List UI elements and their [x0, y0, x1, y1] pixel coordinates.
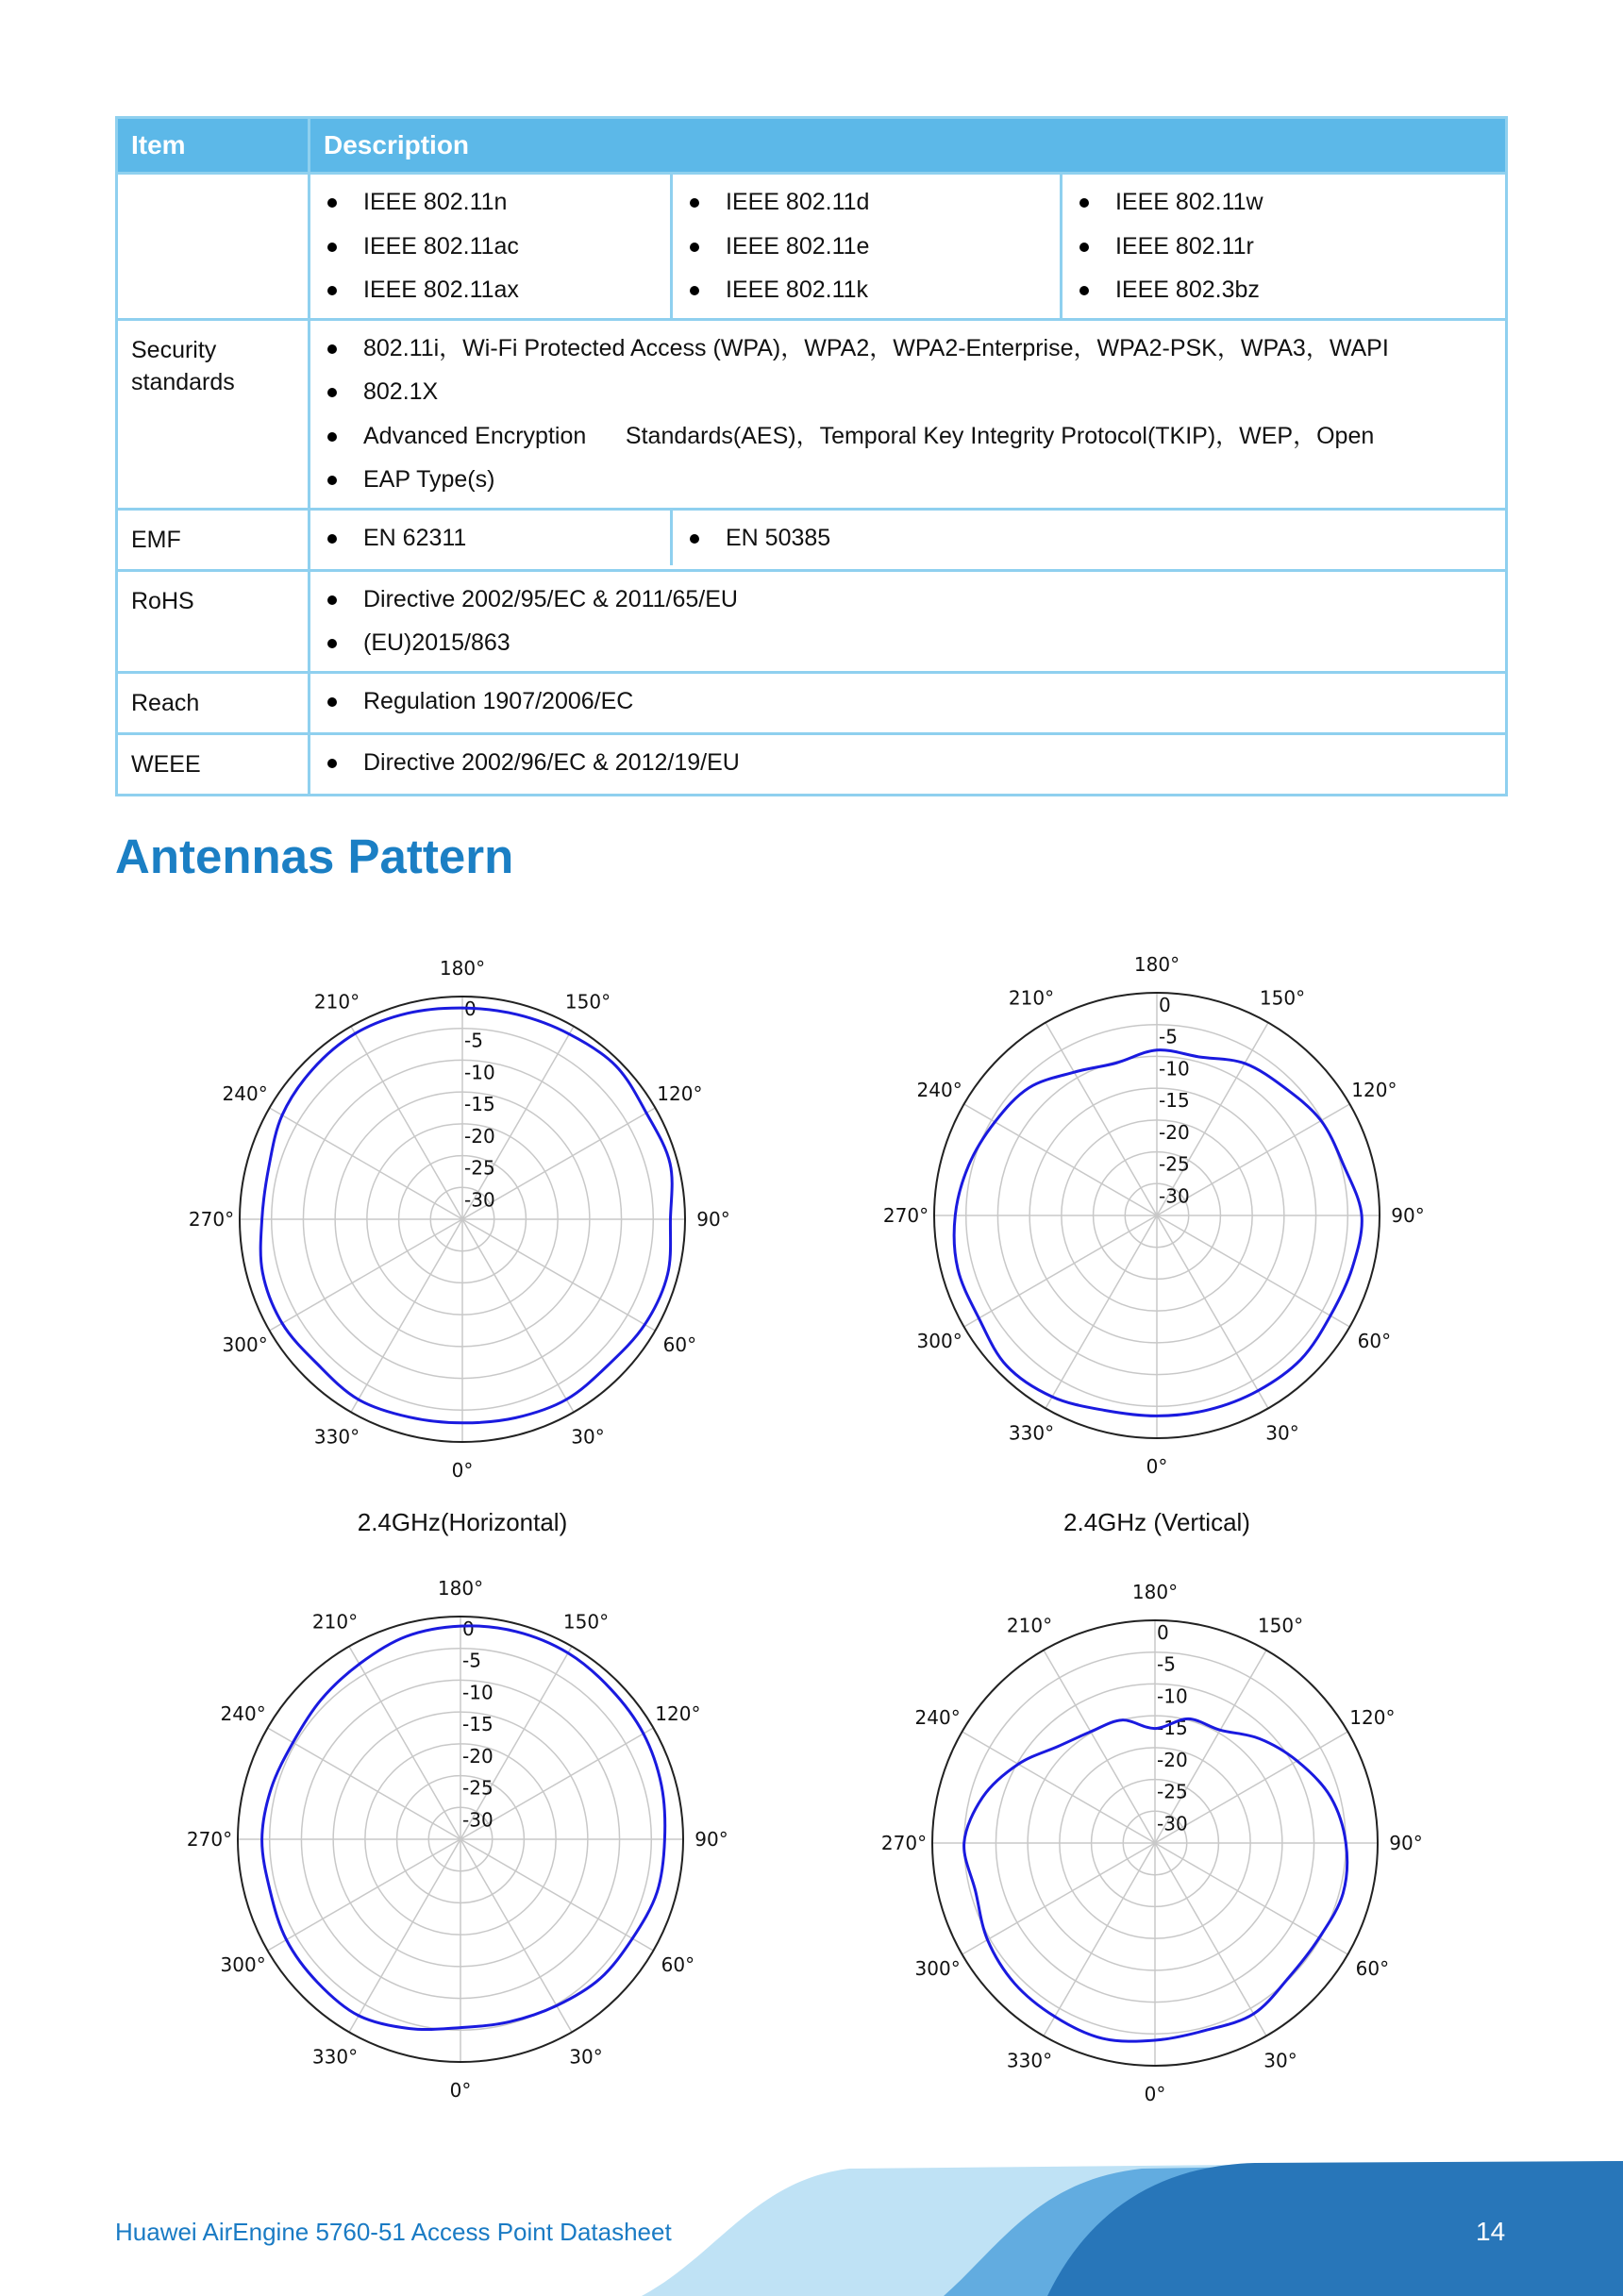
radial-tick-label: -20: [1157, 1748, 1188, 1771]
theta-tick-label: 60°: [1357, 1330, 1392, 1352]
theta-tick-label: 330°: [1008, 1421, 1055, 1445]
theta-tick-label: 90°: [1389, 1832, 1423, 1854]
radial-tick-label: 0: [462, 1617, 475, 1640]
grid-spoke: [964, 1215, 1157, 1327]
radial-tick-label: -15: [462, 1713, 494, 1736]
footer-title: Huawei AirEngine 5760-51 Access Point Datasheet: [115, 2218, 672, 2246]
table-row: [117, 509, 1507, 570]
radial-tick-label: -10: [464, 1061, 495, 1084]
table-row: [117, 733, 1507, 795]
radial-tick-label: -25: [1159, 1152, 1190, 1176]
table-row: [117, 672, 1507, 733]
theta-tick-label: 30°: [1263, 2049, 1297, 2072]
list-item: IEEE 802.11e: [686, 225, 1046, 269]
radial-tick-label: -25: [462, 1776, 494, 1800]
section-title: Antennas Pattern: [115, 830, 514, 883]
list-item: IEEE 802.11w: [1076, 180, 1492, 225]
list-item: IEEE 802.11r: [1076, 225, 1492, 269]
theta-tick-label: 0°: [451, 1459, 474, 1482]
item-standards: [117, 174, 310, 320]
polar-chart-horizontal: [179, 934, 745, 1500]
list-item: Advanced Encryption Standards(AES)，Temporal Key Integrity Protocol(TKIP)，WEP，Open: [324, 414, 1492, 459]
grid-spoke: [351, 1219, 462, 1412]
grid-spoke: [268, 1728, 460, 1839]
table-row: [117, 319, 1507, 509]
polar-grid: [934, 993, 1380, 1438]
item-weee: WEEE: [117, 733, 310, 795]
radial-tick-label: -20: [464, 1124, 495, 1148]
polar-chart-svg: [872, 1558, 1438, 2124]
radial-tick-label: -20: [1159, 1120, 1190, 1144]
theta-tick-label: 270°: [188, 1208, 235, 1231]
theta-tick-label: 60°: [662, 1333, 697, 1356]
theta-tick-label: 300°: [222, 1333, 268, 1356]
theta-tick-label: 120°: [1351, 1079, 1397, 1101]
grid-spoke: [1157, 1215, 1349, 1327]
radial-tick-label: -30: [462, 1808, 494, 1832]
theta-tick-label: 30°: [571, 1425, 605, 1449]
theta-tick-label: 150°: [1257, 1614, 1304, 1637]
theta-tick-label: 270°: [186, 1828, 233, 1851]
polar-chart-5g-vertical: [872, 1558, 1438, 2124]
radial-tick-label: -25: [464, 1156, 495, 1180]
radial-tick-label: -15: [1157, 1717, 1188, 1740]
radial-tick-label: 0: [1159, 994, 1171, 1016]
list-item: IEEE 802.11ax: [324, 268, 657, 312]
theta-tick-label: 120°: [1349, 1706, 1396, 1729]
list-item: 802.11i，Wi-Fi Protected Access (WPA)，WPA2，WPA2-Enterprise，WPA2-PSK，WPA3，WAPI: [324, 327, 1492, 371]
polar-chart-svg: [874, 930, 1440, 1497]
theta-tick-label: 240°: [220, 1702, 266, 1725]
grid-spoke: [349, 1839, 460, 2032]
grid-spoke: [270, 1219, 462, 1331]
list-item: Directive 2002/96/EC & 2012/19/EU: [324, 741, 1492, 785]
theta-tick-label: 330°: [311, 2045, 359, 2069]
theta-tick-label: 0°: [1144, 2083, 1166, 2105]
list-item: IEEE 802.11ac: [324, 225, 657, 269]
polar-grid: [240, 997, 685, 1442]
item-reach: Reach: [117, 672, 310, 733]
theta-tick-label: 210°: [1008, 986, 1055, 1010]
theta-tick-label: 300°: [220, 1953, 266, 1976]
theta-tick-label: 270°: [880, 1832, 928, 1854]
item-rohs: RoHS: [117, 570, 310, 672]
grid-spoke: [460, 1839, 572, 2032]
theta-tick-label: 60°: [1355, 1957, 1390, 1980]
theta-tick-label: 30°: [1265, 1421, 1299, 1445]
theta-tick-label: 180°: [439, 957, 486, 980]
radial-tick-label: -30: [1159, 1184, 1190, 1208]
theta-tick-label: 150°: [562, 1610, 610, 1634]
polar-chart-5g-horizontal: [177, 1554, 744, 2120]
grid-spoke: [351, 1027, 462, 1219]
radial-tick-label: -5: [1159, 1025, 1178, 1048]
grid-spoke: [1046, 1023, 1157, 1215]
table-row: [117, 174, 1507, 320]
theta-tick-label: 0°: [449, 2079, 472, 2102]
grid-spoke: [1046, 1215, 1157, 1408]
header-item: Item: [117, 118, 310, 174]
chart-caption: 2.4GHz(Horizontal): [357, 1508, 568, 1536]
table-header-row: [117, 118, 1507, 174]
theta-tick-label: 330°: [313, 1425, 360, 1449]
radial-tick-label: -5: [464, 1029, 483, 1052]
radial-tick-label: -5: [462, 1649, 481, 1672]
theta-tick-label: 180°: [1131, 1581, 1179, 1603]
grid-spoke: [1157, 1215, 1268, 1408]
grid-spoke: [962, 1843, 1155, 1954]
polar-grid: [932, 1620, 1378, 2066]
theta-tick-label: 330°: [1006, 2049, 1053, 2072]
theta-tick-label: 90°: [1391, 1204, 1425, 1227]
polar-chart-vertical: [874, 930, 1440, 1497]
list-item: IEEE 802.3bz: [1076, 268, 1492, 312]
theta-tick-label: 180°: [437, 1577, 484, 1600]
radial-tick-label: -10: [462, 1681, 494, 1704]
spec-table: [115, 116, 1508, 796]
theta-tick-label: 240°: [916, 1079, 962, 1101]
theta-tick-label: 300°: [916, 1330, 962, 1352]
grid-spoke: [460, 1839, 653, 1951]
chart-caption: 2.4GHz (Vertical): [1063, 1508, 1250, 1536]
list-item: IEEE 802.11d: [686, 180, 1046, 225]
radial-tick-label: 0: [464, 997, 477, 1020]
grid-spoke: [268, 1839, 460, 1951]
grid-spoke: [349, 1647, 460, 1839]
theta-tick-label: 210°: [1006, 1614, 1053, 1637]
grid-spoke: [1044, 1843, 1155, 2036]
list-item: IEEE 802.11n: [324, 180, 657, 225]
radial-tick-label: -20: [462, 1744, 494, 1768]
grid-spoke: [964, 1104, 1157, 1215]
theta-tick-label: 300°: [914, 1957, 961, 1980]
radial-tick-label: -25: [1157, 1780, 1188, 1803]
radial-tick-label: -15: [464, 1093, 495, 1116]
theta-tick-label: 210°: [311, 1610, 359, 1634]
radial-tick-label: -10: [1157, 1684, 1188, 1708]
item-security: Security standards: [117, 319, 310, 509]
theta-tick-label: 90°: [696, 1208, 730, 1231]
list-item: IEEE 802.11k: [686, 268, 1046, 312]
theta-tick-label: 30°: [569, 2045, 603, 2069]
theta-tick-label: 150°: [1259, 986, 1306, 1010]
table-row: [117, 570, 1507, 672]
theta-tick-label: 60°: [661, 1953, 695, 1976]
theta-tick-label: 90°: [694, 1828, 728, 1851]
list-item: EAP Type(s): [324, 458, 1492, 502]
list-item: 802.1X: [324, 370, 1492, 414]
theta-tick-label: 0°: [1146, 1455, 1168, 1478]
grid-spoke: [462, 1219, 655, 1331]
theta-tick-label: 270°: [882, 1204, 929, 1227]
radial-tick-label: -30: [1157, 1812, 1188, 1835]
polar-chart-svg: [179, 934, 745, 1500]
grid-spoke: [462, 1219, 574, 1412]
radial-tick-label: -30: [464, 1188, 495, 1212]
polar-grid: [238, 1617, 683, 2062]
item-emf: EMF: [117, 509, 310, 570]
radial-tick-label: -5: [1157, 1652, 1176, 1676]
theta-tick-label: 210°: [313, 990, 360, 1014]
radial-tick-label: -15: [1159, 1089, 1190, 1113]
theta-tick-label: 120°: [657, 1082, 703, 1105]
list-item: Directive 2002/95/EC & 2011/65/EU: [324, 578, 1492, 622]
list-item: EN 50385: [686, 516, 1492, 561]
grid-spoke: [1155, 1843, 1266, 2036]
theta-tick-label: 180°: [1133, 953, 1180, 976]
header-description: Description: [310, 118, 1507, 174]
radial-tick-label: 0: [1157, 1621, 1169, 1644]
theta-tick-label: 150°: [564, 990, 611, 1014]
radial-tick-label: -10: [1159, 1057, 1190, 1081]
polar-chart-svg: [177, 1554, 744, 2120]
theta-tick-label: 120°: [655, 1702, 701, 1725]
theta-tick-label: 240°: [914, 1706, 961, 1729]
page-number: 14: [1476, 2217, 1506, 2246]
list-item: EN 62311: [324, 516, 657, 561]
list-item: (EU)2015/863: [324, 621, 1492, 665]
theta-tick-label: 240°: [222, 1082, 268, 1105]
grid-spoke: [270, 1108, 462, 1219]
list-item: Regulation 1907/2006/EC: [324, 679, 1492, 724]
